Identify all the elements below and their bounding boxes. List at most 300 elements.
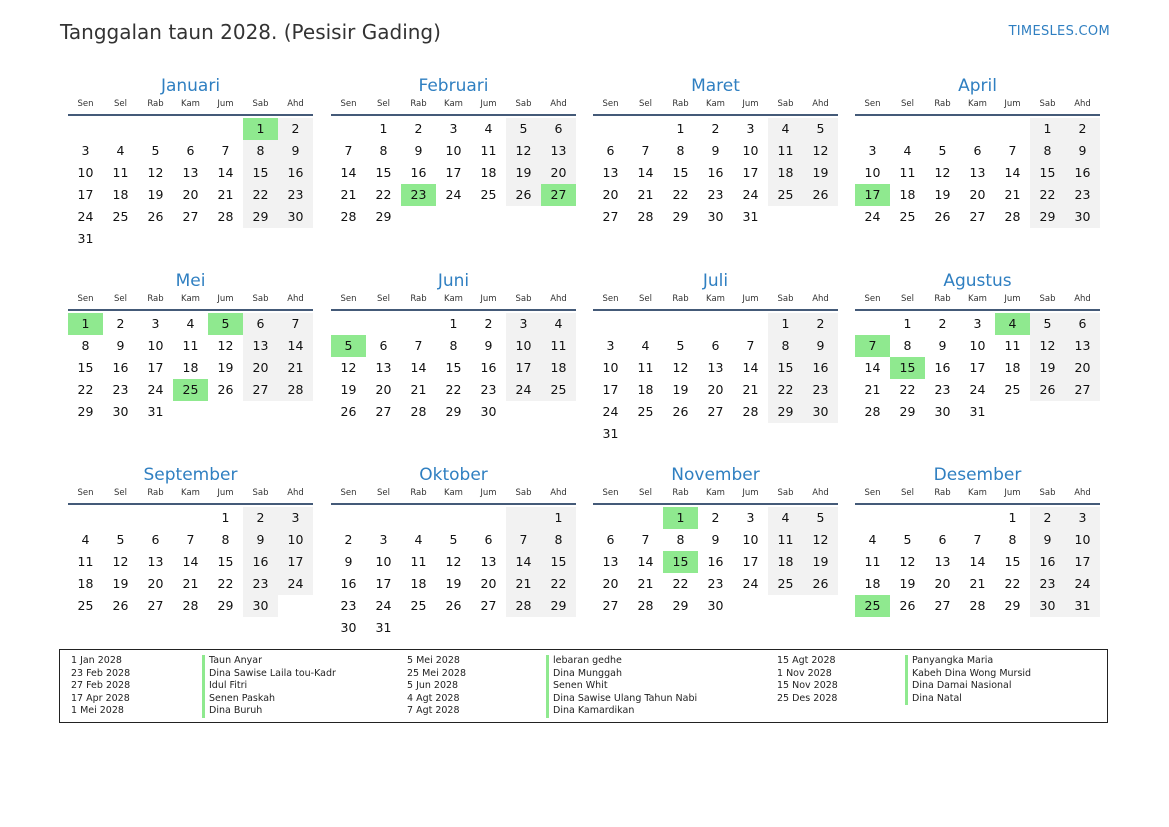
day-cell[interactable]: 15 bbox=[217, 554, 234, 569]
day-cell[interactable]: 31 bbox=[147, 404, 164, 419]
day-cell[interactable]: 13 bbox=[375, 360, 392, 375]
day-cell[interactable]: 18 bbox=[182, 360, 199, 375]
day-cell[interactable]: 12 bbox=[803, 140, 838, 162]
day-cell[interactable]: 24 bbox=[864, 209, 881, 224]
day-cell[interactable]: 1 bbox=[903, 316, 912, 331]
day-cell[interactable]: 18 bbox=[637, 382, 654, 397]
holiday-day-cell[interactable]: 7 bbox=[855, 335, 890, 357]
day-cell[interactable]: 19 bbox=[1030, 357, 1065, 379]
day-cell[interactable]: 5 bbox=[1030, 313, 1065, 335]
day-cell[interactable]: 9 bbox=[243, 529, 278, 551]
day-cell[interactable]: 7 bbox=[186, 532, 195, 547]
day-cell[interactable]: 11 bbox=[1004, 338, 1021, 353]
day-cell[interactable]: 16 bbox=[112, 360, 129, 375]
day-cell[interactable]: 22 bbox=[672, 576, 689, 591]
holiday-day-cell[interactable]: 1 bbox=[663, 507, 698, 529]
day-cell[interactable]: 25 bbox=[1004, 382, 1021, 397]
day-cell[interactable]: 27 bbox=[707, 404, 724, 419]
day-cell[interactable]: 10 bbox=[506, 335, 541, 357]
day-cell[interactable]: 25 bbox=[541, 379, 576, 401]
day-cell[interactable]: 17 bbox=[278, 551, 313, 573]
day-cell[interactable]: 27 bbox=[375, 404, 392, 419]
day-cell[interactable]: 20 bbox=[1065, 357, 1100, 379]
day-cell[interactable]: 2 bbox=[711, 121, 720, 136]
day-cell[interactable]: 31 bbox=[742, 209, 759, 224]
day-cell[interactable]: 14 bbox=[1004, 165, 1021, 180]
day-cell[interactable]: 15 bbox=[445, 360, 462, 375]
day-cell[interactable]: 1 bbox=[541, 507, 576, 529]
day-cell[interactable]: 19 bbox=[934, 187, 951, 202]
day-cell[interactable]: 30 bbox=[112, 404, 129, 419]
day-cell[interactable]: 31 bbox=[969, 404, 986, 419]
day-cell[interactable]: 15 bbox=[1004, 554, 1021, 569]
day-cell[interactable]: 24 bbox=[742, 187, 759, 202]
day-cell[interactable]: 3 bbox=[746, 510, 755, 525]
day-cell[interactable]: 16 bbox=[707, 165, 724, 180]
day-cell[interactable]: 7 bbox=[344, 143, 353, 158]
day-cell[interactable]: 19 bbox=[899, 576, 916, 591]
day-cell[interactable]: 12 bbox=[340, 360, 357, 375]
day-cell[interactable]: 13 bbox=[147, 554, 164, 569]
day-cell[interactable]: 19 bbox=[340, 382, 357, 397]
day-cell[interactable]: 17 bbox=[506, 357, 541, 379]
day-cell[interactable]: 21 bbox=[742, 382, 759, 397]
day-cell[interactable]: 18 bbox=[77, 576, 94, 591]
day-cell[interactable]: 12 bbox=[899, 554, 916, 569]
holiday-day-cell[interactable]: 4 bbox=[995, 313, 1030, 335]
day-cell[interactable]: 17 bbox=[602, 382, 619, 397]
day-cell[interactable]: 10 bbox=[742, 143, 759, 158]
day-cell[interactable]: 20 bbox=[934, 576, 951, 591]
day-cell[interactable]: 6 bbox=[379, 338, 388, 353]
day-cell[interactable]: 2 bbox=[278, 118, 313, 140]
day-cell[interactable]: 28 bbox=[410, 404, 427, 419]
day-cell[interactable]: 6 bbox=[938, 532, 947, 547]
day-cell[interactable]: 30 bbox=[1030, 595, 1065, 617]
day-cell[interactable]: 16 bbox=[243, 551, 278, 573]
day-cell[interactable]: 22 bbox=[899, 382, 916, 397]
day-cell[interactable]: 18 bbox=[480, 165, 497, 180]
day-cell[interactable]: 4 bbox=[641, 338, 650, 353]
day-cell[interactable]: 26 bbox=[1030, 379, 1065, 401]
day-cell[interactable]: 8 bbox=[81, 338, 90, 353]
day-cell[interactable]: 11 bbox=[480, 143, 497, 158]
day-cell[interactable]: 2 bbox=[1065, 118, 1100, 140]
day-cell[interactable]: 2 bbox=[116, 316, 125, 331]
day-cell[interactable]: 17 bbox=[375, 576, 392, 591]
day-cell[interactable]: 31 bbox=[1065, 595, 1100, 617]
day-cell[interactable]: 16 bbox=[340, 576, 357, 591]
day-cell[interactable]: 11 bbox=[864, 554, 881, 569]
day-cell[interactable]: 13 bbox=[1065, 335, 1100, 357]
day-cell[interactable]: 1 bbox=[1030, 118, 1065, 140]
day-cell[interactable]: 12 bbox=[934, 165, 951, 180]
day-cell[interactable]: 23 bbox=[803, 379, 838, 401]
day-cell[interactable]: 20 bbox=[480, 576, 497, 591]
day-cell[interactable]: 18 bbox=[768, 162, 803, 184]
day-cell[interactable]: 24 bbox=[278, 573, 313, 595]
day-cell[interactable]: 24 bbox=[602, 404, 619, 419]
day-cell[interactable]: 22 bbox=[445, 382, 462, 397]
day-cell[interactable]: 13 bbox=[541, 140, 576, 162]
day-cell[interactable]: 30 bbox=[1065, 206, 1100, 228]
day-cell[interactable]: 1 bbox=[221, 510, 230, 525]
day-cell[interactable]: 18 bbox=[112, 187, 129, 202]
day-cell[interactable]: 9 bbox=[711, 143, 720, 158]
day-cell[interactable]: 25 bbox=[112, 209, 129, 224]
day-cell[interactable]: 9 bbox=[484, 338, 493, 353]
day-cell[interactable]: 20 bbox=[147, 576, 164, 591]
day-cell[interactable]: 3 bbox=[1065, 507, 1100, 529]
day-cell[interactable]: 8 bbox=[541, 529, 576, 551]
day-cell[interactable]: 10 bbox=[864, 165, 881, 180]
day-cell[interactable]: 30 bbox=[243, 595, 278, 617]
day-cell[interactable]: 11 bbox=[541, 335, 576, 357]
day-cell[interactable]: 20 bbox=[969, 187, 986, 202]
day-cell[interactable]: 19 bbox=[147, 187, 164, 202]
day-cell[interactable]: 8 bbox=[1008, 532, 1017, 547]
day-cell[interactable]: 13 bbox=[602, 554, 619, 569]
day-cell[interactable]: 11 bbox=[768, 140, 803, 162]
day-cell[interactable]: 11 bbox=[77, 554, 94, 569]
day-cell[interactable]: 17 bbox=[969, 360, 986, 375]
day-cell[interactable]: 28 bbox=[217, 209, 234, 224]
day-cell[interactable]: 13 bbox=[707, 360, 724, 375]
day-cell[interactable]: 1 bbox=[379, 121, 388, 136]
day-cell[interactable]: 19 bbox=[112, 576, 129, 591]
day-cell[interactable]: 28 bbox=[637, 598, 654, 613]
day-cell[interactable]: 15 bbox=[541, 551, 576, 573]
day-cell[interactable]: 9 bbox=[344, 554, 353, 569]
day-cell[interactable]: 17 bbox=[742, 554, 759, 569]
day-cell[interactable]: 27 bbox=[602, 209, 619, 224]
holiday-day-cell[interactable]: 23 bbox=[401, 184, 436, 206]
day-cell[interactable]: 28 bbox=[637, 209, 654, 224]
day-cell[interactable]: 1 bbox=[768, 313, 803, 335]
day-cell[interactable]: 12 bbox=[506, 140, 541, 162]
day-cell[interactable]: 12 bbox=[112, 554, 129, 569]
day-cell[interactable]: 25 bbox=[410, 598, 427, 613]
day-cell[interactable]: 3 bbox=[379, 532, 388, 547]
day-cell[interactable]: 23 bbox=[707, 187, 724, 202]
day-cell[interactable]: 12 bbox=[217, 338, 234, 353]
day-cell[interactable]: 29 bbox=[243, 206, 278, 228]
day-cell[interactable]: 13 bbox=[480, 554, 497, 569]
holiday-day-cell[interactable]: 15 bbox=[663, 551, 698, 573]
day-cell[interactable]: 4 bbox=[116, 143, 125, 158]
day-cell[interactable]: 3 bbox=[81, 143, 90, 158]
day-cell[interactable]: 2 bbox=[803, 313, 838, 335]
day-cell[interactable]: 23 bbox=[243, 573, 278, 595]
day-cell[interactable]: 5 bbox=[803, 118, 838, 140]
day-cell[interactable]: 1 bbox=[449, 316, 458, 331]
day-cell[interactable]: 10 bbox=[1065, 529, 1100, 551]
day-cell[interactable]: 26 bbox=[340, 404, 357, 419]
day-cell[interactable]: 28 bbox=[1004, 209, 1021, 224]
day-cell[interactable]: 6 bbox=[711, 338, 720, 353]
day-cell[interactable]: 27 bbox=[602, 598, 619, 613]
day-cell[interactable]: 26 bbox=[506, 184, 541, 206]
day-cell[interactable]: 23 bbox=[1030, 573, 1065, 595]
day-cell[interactable]: 20 bbox=[602, 576, 619, 591]
day-cell[interactable]: 24 bbox=[77, 209, 94, 224]
day-cell[interactable]: 21 bbox=[340, 187, 357, 202]
day-cell[interactable]: 24 bbox=[1065, 573, 1100, 595]
day-cell[interactable]: 22 bbox=[1030, 184, 1065, 206]
day-cell[interactable]: 14 bbox=[340, 165, 357, 180]
day-cell[interactable]: 27 bbox=[243, 379, 278, 401]
day-cell[interactable]: 4 bbox=[186, 316, 195, 331]
day-cell[interactable]: 16 bbox=[410, 165, 427, 180]
day-cell[interactable]: 5 bbox=[903, 532, 912, 547]
day-cell[interactable]: 14 bbox=[506, 551, 541, 573]
day-cell[interactable]: 6 bbox=[1065, 313, 1100, 335]
day-cell[interactable]: 19 bbox=[672, 382, 689, 397]
day-cell[interactable]: 22 bbox=[243, 184, 278, 206]
day-cell[interactable]: 10 bbox=[375, 554, 392, 569]
day-cell[interactable]: 6 bbox=[186, 143, 195, 158]
day-cell[interactable]: 24 bbox=[742, 576, 759, 591]
day-cell[interactable]: 22 bbox=[672, 187, 689, 202]
day-cell[interactable]: 29 bbox=[672, 598, 689, 613]
day-cell[interactable]: 18 bbox=[1004, 360, 1021, 375]
day-cell[interactable]: 22 bbox=[77, 382, 94, 397]
day-cell[interactable]: 8 bbox=[379, 143, 388, 158]
day-cell[interactable]: 26 bbox=[217, 382, 234, 397]
day-cell[interactable]: 29 bbox=[1030, 206, 1065, 228]
day-cell[interactable]: 25 bbox=[77, 598, 94, 613]
day-cell[interactable]: 10 bbox=[278, 529, 313, 551]
day-cell[interactable]: 15 bbox=[77, 360, 94, 375]
day-cell[interactable]: 3 bbox=[746, 121, 755, 136]
day-cell[interactable]: 20 bbox=[602, 187, 619, 202]
day-cell[interactable]: 29 bbox=[445, 404, 462, 419]
holiday-day-cell[interactable]: 1 bbox=[68, 313, 103, 335]
day-cell[interactable]: 11 bbox=[112, 165, 129, 180]
day-cell[interactable]: 29 bbox=[768, 401, 803, 423]
day-cell[interactable]: 17 bbox=[1065, 551, 1100, 573]
day-cell[interactable]: 20 bbox=[182, 187, 199, 202]
day-cell[interactable]: 6 bbox=[151, 532, 160, 547]
day-cell[interactable]: 12 bbox=[445, 554, 462, 569]
day-cell[interactable]: 2 bbox=[243, 507, 278, 529]
day-cell[interactable]: 30 bbox=[480, 404, 497, 419]
day-cell[interactable]: 15 bbox=[243, 162, 278, 184]
day-cell[interactable]: 4 bbox=[903, 143, 912, 158]
day-cell[interactable]: 24 bbox=[969, 382, 986, 397]
day-cell[interactable]: 21 bbox=[410, 382, 427, 397]
day-cell[interactable]: 4 bbox=[768, 507, 803, 529]
day-cell[interactable]: 5 bbox=[449, 532, 458, 547]
day-cell[interactable]: 16 bbox=[934, 360, 951, 375]
holiday-day-cell[interactable]: 1 bbox=[243, 118, 278, 140]
day-cell[interactable]: 9 bbox=[414, 143, 423, 158]
day-cell[interactable]: 8 bbox=[676, 532, 685, 547]
day-cell[interactable]: 21 bbox=[217, 187, 234, 202]
day-cell[interactable]: 1 bbox=[1008, 510, 1017, 525]
holiday-day-cell[interactable]: 25 bbox=[173, 379, 208, 401]
day-cell[interactable]: 16 bbox=[707, 554, 724, 569]
day-cell[interactable]: 21 bbox=[506, 573, 541, 595]
day-cell[interactable]: 14 bbox=[969, 554, 986, 569]
day-cell[interactable]: 8 bbox=[221, 532, 230, 547]
day-cell[interactable]: 24 bbox=[506, 379, 541, 401]
day-cell[interactable]: 24 bbox=[147, 382, 164, 397]
day-cell[interactable]: 25 bbox=[768, 573, 803, 595]
day-cell[interactable]: 26 bbox=[672, 404, 689, 419]
day-cell[interactable]: 14 bbox=[182, 554, 199, 569]
day-cell[interactable]: 5 bbox=[803, 507, 838, 529]
day-cell[interactable]: 30 bbox=[934, 404, 951, 419]
day-cell[interactable]: 22 bbox=[375, 187, 392, 202]
day-cell[interactable]: 23 bbox=[934, 382, 951, 397]
day-cell[interactable]: 30 bbox=[278, 206, 313, 228]
day-cell[interactable]: 6 bbox=[973, 143, 982, 158]
day-cell[interactable]: 23 bbox=[1065, 184, 1100, 206]
day-cell[interactable]: 25 bbox=[899, 209, 916, 224]
holiday-day-cell[interactable]: 17 bbox=[855, 184, 890, 206]
day-cell[interactable]: 14 bbox=[742, 360, 759, 375]
day-cell[interactable]: 18 bbox=[864, 576, 881, 591]
day-cell[interactable]: 28 bbox=[864, 404, 881, 419]
day-cell[interactable]: 10 bbox=[602, 360, 619, 375]
day-cell[interactable]: 9 bbox=[116, 338, 125, 353]
day-cell[interactable]: 5 bbox=[938, 143, 947, 158]
day-cell[interactable]: 28 bbox=[182, 598, 199, 613]
day-cell[interactable]: 28 bbox=[742, 404, 759, 419]
day-cell[interactable]: 16 bbox=[803, 357, 838, 379]
day-cell[interactable]: 7 bbox=[746, 338, 755, 353]
day-cell[interactable]: 27 bbox=[934, 598, 951, 613]
day-cell[interactable]: 2 bbox=[1030, 507, 1065, 529]
day-cell[interactable]: 21 bbox=[1004, 187, 1021, 202]
day-cell[interactable]: 8 bbox=[1030, 140, 1065, 162]
day-cell[interactable]: 10 bbox=[969, 338, 986, 353]
day-cell[interactable]: 22 bbox=[1004, 576, 1021, 591]
day-cell[interactable]: 28 bbox=[340, 209, 357, 224]
day-cell[interactable]: 9 bbox=[711, 532, 720, 547]
day-cell[interactable]: 29 bbox=[77, 404, 94, 419]
day-cell[interactable]: 30 bbox=[340, 620, 357, 635]
day-cell[interactable]: 18 bbox=[899, 187, 916, 202]
day-cell[interactable]: 12 bbox=[672, 360, 689, 375]
day-cell[interactable]: 4 bbox=[768, 118, 803, 140]
day-cell[interactable]: 17 bbox=[77, 187, 94, 202]
day-cell[interactable]: 14 bbox=[410, 360, 427, 375]
day-cell[interactable]: 21 bbox=[278, 357, 313, 379]
day-cell[interactable]: 29 bbox=[217, 598, 234, 613]
day-cell[interactable]: 14 bbox=[278, 335, 313, 357]
day-cell[interactable]: 25 bbox=[637, 404, 654, 419]
day-cell[interactable]: 7 bbox=[1008, 143, 1017, 158]
day-cell[interactable]: 27 bbox=[969, 209, 986, 224]
day-cell[interactable]: 6 bbox=[484, 532, 493, 547]
day-cell[interactable]: 26 bbox=[934, 209, 951, 224]
day-cell[interactable]: 31 bbox=[602, 426, 619, 441]
day-cell[interactable]: 4 bbox=[868, 532, 877, 547]
day-cell[interactable]: 13 bbox=[969, 165, 986, 180]
day-cell[interactable]: 9 bbox=[1065, 140, 1100, 162]
day-cell[interactable]: 17 bbox=[147, 360, 164, 375]
day-cell[interactable]: 21 bbox=[637, 576, 654, 591]
day-cell[interactable]: 31 bbox=[77, 231, 94, 246]
day-cell[interactable]: 23 bbox=[278, 184, 313, 206]
day-cell[interactable]: 26 bbox=[112, 598, 129, 613]
day-cell[interactable]: 15 bbox=[375, 165, 392, 180]
day-cell[interactable]: 3 bbox=[151, 316, 160, 331]
day-cell[interactable]: 23 bbox=[480, 382, 497, 397]
day-cell[interactable]: 17 bbox=[445, 165, 462, 180]
day-cell[interactable]: 27 bbox=[147, 598, 164, 613]
day-cell[interactable]: 30 bbox=[803, 401, 838, 423]
day-cell[interactable]: 27 bbox=[1065, 379, 1100, 401]
day-cell[interactable]: 14 bbox=[217, 165, 234, 180]
day-cell[interactable]: 12 bbox=[803, 529, 838, 551]
day-cell[interactable]: 6 bbox=[606, 532, 615, 547]
day-cell[interactable]: 14 bbox=[864, 360, 881, 375]
day-cell[interactable]: 11 bbox=[410, 554, 427, 569]
day-cell[interactable]: 20 bbox=[243, 357, 278, 379]
day-cell[interactable]: 2 bbox=[938, 316, 947, 331]
day-cell[interactable]: 17 bbox=[742, 165, 759, 180]
day-cell[interactable]: 8 bbox=[768, 335, 803, 357]
day-cell[interactable]: 14 bbox=[637, 554, 654, 569]
day-cell[interactable]: 22 bbox=[541, 573, 576, 595]
holiday-day-cell[interactable]: 5 bbox=[208, 313, 243, 335]
day-cell[interactable]: 3 bbox=[973, 316, 982, 331]
day-cell[interactable]: 21 bbox=[864, 382, 881, 397]
day-cell[interactable]: 2 bbox=[484, 316, 493, 331]
day-cell[interactable]: 23 bbox=[707, 576, 724, 591]
day-cell[interactable]: 8 bbox=[676, 143, 685, 158]
day-cell[interactable]: 20 bbox=[375, 382, 392, 397]
brand-link[interactable]: TIMESLES.COM bbox=[1008, 24, 1110, 39]
day-cell[interactable]: 8 bbox=[449, 338, 458, 353]
day-cell[interactable]: 19 bbox=[803, 162, 838, 184]
day-cell[interactable]: 3 bbox=[606, 338, 615, 353]
day-cell[interactable]: 28 bbox=[969, 598, 986, 613]
day-cell[interactable]: 25 bbox=[480, 187, 497, 202]
day-cell[interactable]: 14 bbox=[637, 165, 654, 180]
day-cell[interactable]: 31 bbox=[375, 620, 392, 635]
day-cell[interactable]: 11 bbox=[637, 360, 654, 375]
day-cell[interactable]: 10 bbox=[445, 143, 462, 158]
day-cell[interactable]: 9 bbox=[938, 338, 947, 353]
day-cell[interactable]: 9 bbox=[803, 335, 838, 357]
day-cell[interactable]: 13 bbox=[243, 335, 278, 357]
day-cell[interactable]: 7 bbox=[641, 532, 650, 547]
day-cell[interactable]: 21 bbox=[182, 576, 199, 591]
day-cell[interactable]: 3 bbox=[278, 507, 313, 529]
day-cell[interactable]: 29 bbox=[541, 595, 576, 617]
day-cell[interactable]: 9 bbox=[1030, 529, 1065, 551]
day-cell[interactable]: 10 bbox=[77, 165, 94, 180]
day-cell[interactable]: 13 bbox=[182, 165, 199, 180]
day-cell[interactable]: 27 bbox=[480, 598, 497, 613]
day-cell[interactable]: 4 bbox=[541, 313, 576, 335]
day-cell[interactable]: 21 bbox=[969, 576, 986, 591]
day-cell[interactable]: 26 bbox=[803, 184, 838, 206]
day-cell[interactable]: 24 bbox=[445, 187, 462, 202]
day-cell[interactable]: 4 bbox=[414, 532, 423, 547]
day-cell[interactable]: 12 bbox=[1030, 335, 1065, 357]
day-cell[interactable]: 22 bbox=[217, 576, 234, 591]
day-cell[interactable]: 4 bbox=[81, 532, 90, 547]
day-cell[interactable]: 18 bbox=[768, 551, 803, 573]
day-cell[interactable]: 3 bbox=[449, 121, 458, 136]
day-cell[interactable]: 15 bbox=[672, 165, 689, 180]
day-cell[interactable]: 18 bbox=[541, 357, 576, 379]
